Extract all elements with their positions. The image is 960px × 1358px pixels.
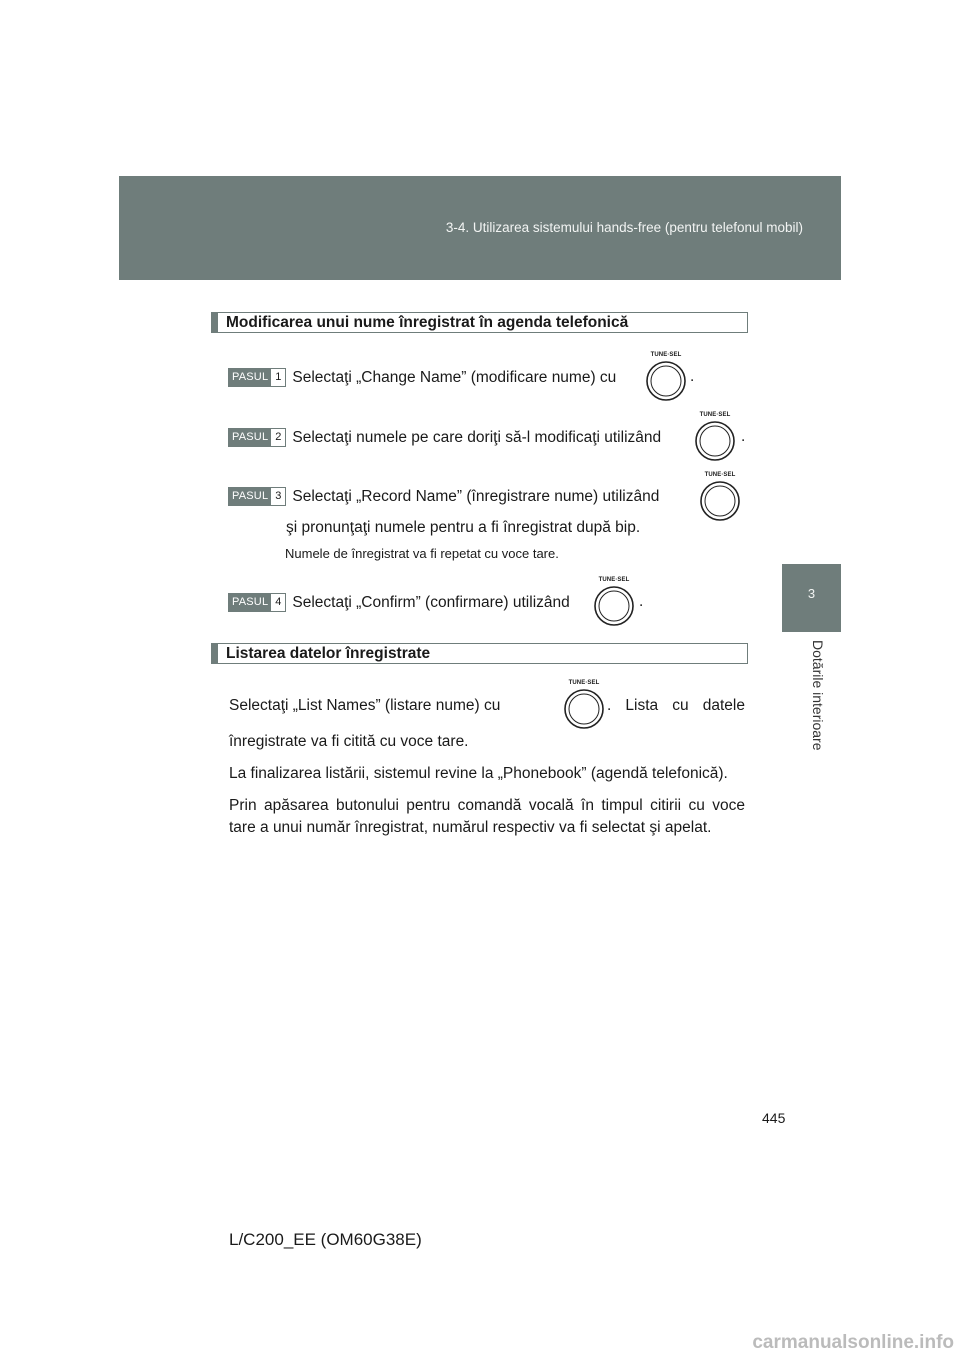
tune-sel-knob-icon: TUNE·SEL (694, 412, 736, 462)
chapter-label: Dotările interioare (810, 640, 826, 751)
step-text: Selectaţi „Confirm” (confirmare) utilizând (292, 593, 570, 611)
step-badge: PASUL 1 (228, 368, 286, 387)
manual-code: L/C200_EE (OM60G38E) (229, 1230, 422, 1249)
step-4-end: . (639, 593, 644, 610)
step-2 (228, 428, 661, 447)
step-badge: PASUL 2 (228, 428, 286, 447)
step-text: Selectaţi „Record Name” (înregistrare nume) utilizând (292, 487, 660, 505)
step-3-note: Numele de înregistrat va fi repetat cu voce tare. (285, 546, 559, 561)
watermark: carmanualsonline.info (752, 1332, 954, 1353)
list-finish: La finalizarea listării, sistemul revine la „Phonebook” (agendă telefonică). (229, 765, 728, 782)
page-number: 445 (762, 1110, 786, 1126)
step-4 (228, 593, 570, 612)
section-breadcrumb: 3-4. Utilizarea sistemului hands-free (pentru telefonul mobil) (445, 220, 803, 235)
step-badge: PASUL 3 (228, 487, 286, 506)
step-text: Selectaţi „Change Name” (modificare nume) cu (292, 368, 617, 386)
step-3-continuation: şi pronunţaţi numele pentru a fi înregistrat după bip. (286, 519, 641, 536)
step-text: Selectaţi numele pe care doriţi să-l modificaţi utilizând (292, 428, 662, 446)
list-names-text-end: . Lista cu datele (607, 697, 745, 714)
header-band (119, 176, 841, 280)
list-read-aloud: înregistrate va fi citită cu voce tare. (229, 733, 469, 750)
tune-sel-knob-icon: TUNE·SEL (645, 352, 687, 402)
tune-sel-knob-icon: TUNE·SEL (593, 577, 635, 627)
section-title-list-data: Listarea datelor înregistrate (211, 643, 748, 664)
chapter-number: 3 (807, 586, 816, 601)
voice-button-note-2: tare a unui număr înregistrat, numărul respectiv va fi selectat şi apelat. (229, 819, 712, 836)
step-2-end: . (741, 428, 746, 445)
tune-sel-knob-icon: TUNE·SEL (699, 472, 741, 522)
voice-button-note-1: Prin apăsarea butonului pentru comandă vocală în timpul citirii cu voce (229, 797, 745, 814)
tune-sel-knob-icon: TUNE·SEL (563, 680, 605, 730)
section-title-modify-name: Modificarea unui nume înregistrat în agenda telefonică (211, 312, 748, 333)
step-badge: PASUL 4 (228, 593, 286, 612)
step-1 (228, 368, 616, 387)
step-3 (228, 487, 659, 506)
step-1-end: . (690, 368, 695, 385)
chapter-tab (782, 564, 841, 632)
list-names-text: Selectaţi „List Names” (listare nume) cu (229, 697, 501, 714)
